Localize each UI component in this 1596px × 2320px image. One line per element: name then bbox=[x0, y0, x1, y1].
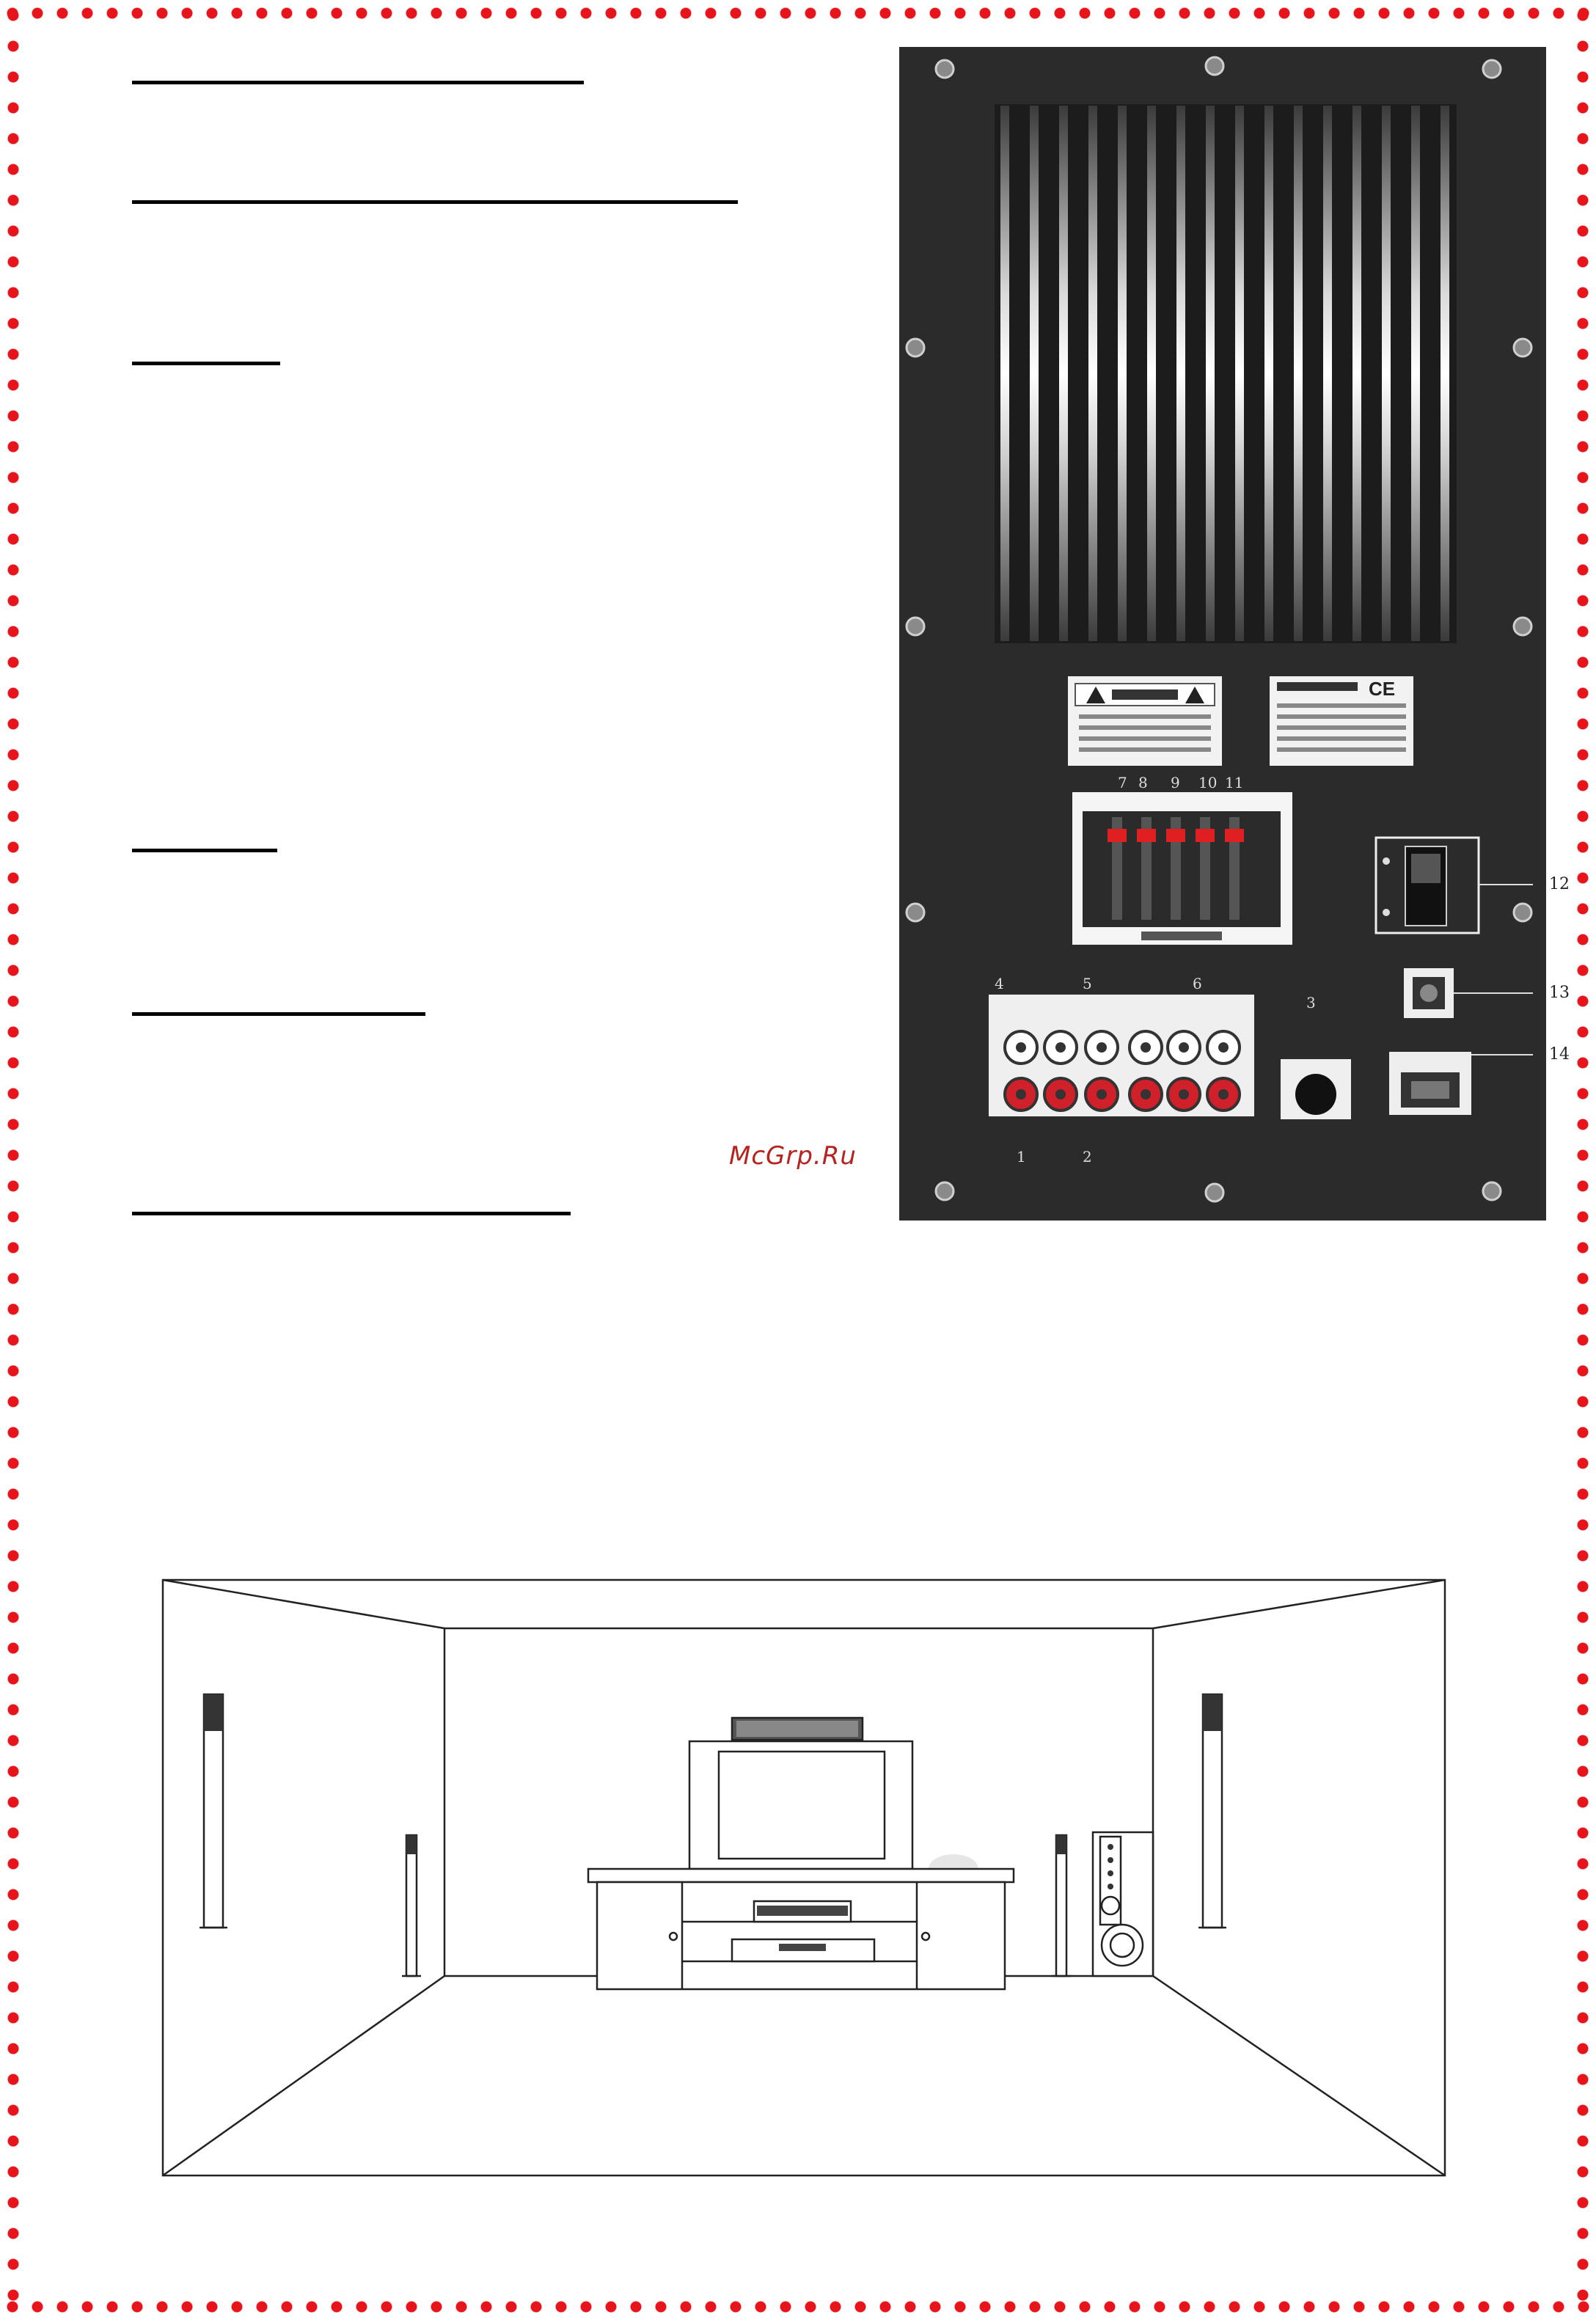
heatsink bbox=[995, 104, 1457, 643]
svg-text:11: 11 bbox=[1225, 774, 1244, 791]
heading-rule-5 bbox=[132, 1012, 425, 1016]
heading-rule-2 bbox=[132, 200, 738, 204]
page-border-left bbox=[0, 0, 26, 2320]
page-border-top bbox=[0, 0, 1596, 26]
tv-icon bbox=[689, 1741, 912, 1869]
center-speaker-icon bbox=[732, 1718, 863, 1740]
svg-text:2: 2 bbox=[1083, 1148, 1092, 1166]
svg-text:7: 7 bbox=[1118, 774, 1127, 791]
page-border-right bbox=[1570, 0, 1596, 2320]
svg-text:3: 3 bbox=[1306, 994, 1316, 1011]
watermark-text: McGrp.Ru bbox=[729, 1141, 857, 1171]
ac-input-socket[interactable] bbox=[1389, 1052, 1471, 1115]
warning-label bbox=[1068, 676, 1222, 766]
svg-text:1: 1 bbox=[1017, 1148, 1026, 1166]
svg-text:10: 10 bbox=[1198, 774, 1218, 791]
rear-left-surround-speaker-big-icon bbox=[200, 1694, 227, 1928]
svg-text:9: 9 bbox=[1171, 774, 1180, 791]
svg-text:5: 5 bbox=[1083, 975, 1092, 992]
front-right-speaker-icon bbox=[1052, 1835, 1071, 1976]
heading-rule-4 bbox=[132, 849, 277, 852]
equalizer-block bbox=[1072, 792, 1292, 945]
rating-label bbox=[1270, 676, 1413, 766]
callout-12: 12 bbox=[1549, 875, 1570, 893]
room-layout-diagram bbox=[161, 1578, 1446, 2177]
rear-panel-figure bbox=[899, 47, 1546, 1221]
svg-text:6: 6 bbox=[1193, 975, 1202, 992]
front-left-speaker-icon bbox=[402, 1835, 421, 1976]
svg-text:4: 4 bbox=[995, 975, 1004, 992]
din-socket[interactable] bbox=[1281, 1059, 1351, 1119]
heading-rule-1 bbox=[132, 81, 584, 84]
rca-connector-block bbox=[989, 995, 1254, 1116]
page-border-bottom bbox=[0, 2294, 1596, 2320]
callout-13: 13 bbox=[1549, 984, 1570, 1002]
svg-text:8: 8 bbox=[1138, 774, 1148, 791]
subwoofer-icon bbox=[1093, 1832, 1153, 1976]
tv-cabinet-icon bbox=[588, 1869, 1014, 1989]
rear-right-surround-speaker-big-icon bbox=[1198, 1694, 1226, 1928]
svg-text:CE: CE bbox=[1369, 678, 1396, 700]
heading-rule-3 bbox=[132, 362, 280, 365]
heading-rule-6 bbox=[132, 1212, 571, 1215]
callout-14: 14 bbox=[1549, 1045, 1570, 1064]
fuse-holder[interactable] bbox=[1404, 968, 1454, 1018]
